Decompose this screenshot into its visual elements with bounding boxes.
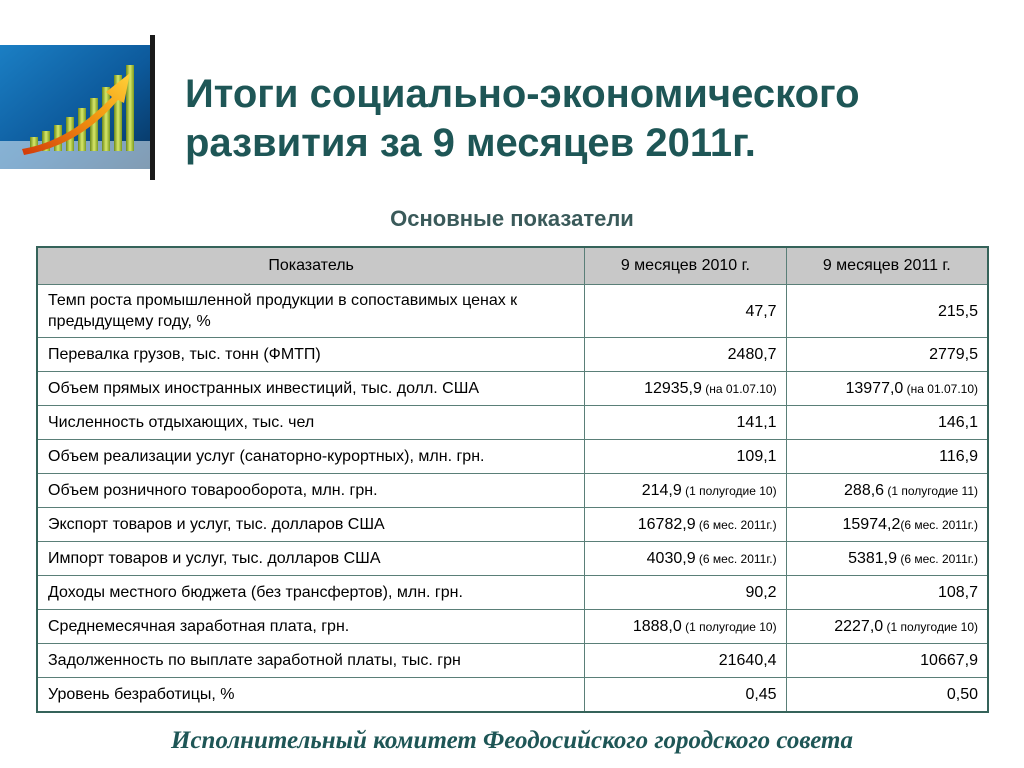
value-2011-note: (1 полугодие 11) — [884, 483, 978, 498]
value-2011: 108,7 — [937, 584, 978, 601]
value-2011-cell — [786, 338, 988, 372]
value-2010-cell — [585, 406, 786, 440]
value-2010-cell — [585, 678, 786, 713]
table-row — [37, 440, 988, 474]
indicator-label: Задолженность по выплате заработной платы, тыс. грн — [37, 644, 585, 678]
value-2010-cell — [585, 576, 786, 610]
value-2011: 5381,9 — [848, 549, 898, 567]
table-row — [37, 508, 988, 542]
value-2010: 109,1 — [736, 448, 777, 465]
value-2011-cell — [786, 440, 988, 474]
table-row — [37, 285, 988, 338]
rising-bars-icon — [0, 45, 150, 169]
indicator-label: Численность отдыхающих, тыс. чел — [37, 406, 585, 440]
value-2010-cell — [585, 285, 786, 338]
value-2010: 47,7 — [745, 302, 777, 320]
value-2010-cell — [585, 644, 786, 678]
indicator-label: Доходы местного бюджета (без трансфертов), млн. грн. — [37, 576, 585, 610]
value-2011-note: (на 01.07.10) — [903, 381, 978, 396]
indicator-label: Импорт товаров и услуг, тыс. долларов США — [37, 542, 585, 576]
value-2011-cell — [786, 285, 988, 338]
table-row — [37, 542, 988, 576]
value-2010: 141,1 — [736, 414, 777, 431]
value-2011-note: (6 мес. 2011г.) — [897, 551, 978, 566]
value-2010: 90,2 — [745, 584, 777, 601]
value-2010-note: (6 мес. 2011г.) — [695, 517, 777, 532]
value-2010: 214,9 — [641, 481, 682, 499]
value-2010: 2480,7 — [727, 346, 777, 363]
value-2011-cell — [786, 610, 988, 644]
table-header-row — [37, 247, 988, 285]
value-2011-cell — [786, 644, 988, 678]
table-row — [37, 644, 988, 678]
value-2010: 16782,9 — [637, 515, 696, 533]
value-2010: 21640,4 — [718, 652, 777, 669]
growth-chart-logo — [0, 45, 150, 169]
value-2011: 2227,0 — [834, 617, 884, 635]
value-2011-note: (6 мес. 2011г.) — [900, 517, 978, 532]
value-2010-note: (1 полугодие 10) — [681, 619, 777, 634]
value-2011: 116,9 — [939, 448, 978, 465]
value-2011: 13977,0 — [845, 379, 904, 397]
value-2011-cell — [786, 372, 988, 406]
page-title-line2: развития за 9 месяцев 2011г. — [185, 121, 756, 165]
indicator-label: Перевалка грузов, тыс. тонн (ФМТП) — [37, 338, 585, 372]
value-2011: 215,5 — [937, 302, 978, 320]
value-2010-cell — [585, 440, 786, 474]
footer-organization: Исполнительный комитет Феодосийского городского совета — [171, 727, 853, 754]
table-body — [37, 285, 988, 713]
value-2011-note: (1 полугодие 10) — [883, 619, 978, 634]
value-2011: 15974,2 — [842, 515, 901, 533]
table-row — [37, 576, 988, 610]
value-2011: 146,1 — [937, 414, 978, 431]
value-2011-cell — [786, 542, 988, 576]
value-2010: 0,45 — [745, 686, 777, 703]
indicator-label: Уровень безработицы, % — [37, 678, 585, 713]
value-2011-cell — [786, 576, 988, 610]
header-2011: 9 месяцев 2011 г. — [786, 247, 988, 285]
table-row — [37, 406, 988, 440]
value-2010-note: (6 мес. 2011г.) — [695, 551, 777, 566]
indicator-label: Объем прямых иностранных инвестиций, тыс. долл. США — [37, 372, 585, 406]
value-2011-cell — [786, 406, 988, 440]
value-2010-cell — [585, 338, 786, 372]
value-2011-cell — [786, 678, 988, 713]
value-2010: 4030,9 — [646, 549, 696, 567]
header-2010: 9 месяцев 2010 г. — [585, 247, 786, 285]
indicator-label: Среднемесячная заработная плата, грн. — [37, 610, 585, 644]
page-title-line1: Итоги социально-экономического — [185, 72, 860, 116]
value-2010-cell — [585, 474, 786, 508]
value-2011: 10667,9 — [920, 652, 978, 669]
value-2011-cell — [786, 474, 988, 508]
value-2010-note: (1 полугодие 10) — [681, 483, 777, 498]
value-2010: 1888,0 — [632, 617, 682, 635]
indicators-table — [36, 246, 989, 713]
value-2010-note: (на 01.07.10) — [701, 381, 777, 396]
value-2011: 288,6 — [844, 481, 885, 499]
indicator-label: Экспорт товаров и услуг, тыс. долларов США — [37, 508, 585, 542]
page-title — [185, 70, 1005, 168]
table-row — [37, 372, 988, 406]
value-2010-cell — [585, 542, 786, 576]
value-2010-cell — [585, 508, 786, 542]
table-row — [37, 474, 988, 508]
value-2010-cell — [585, 372, 786, 406]
value-2011: 0,50 — [946, 686, 978, 703]
indicator-label: Объем розничного товарооборота, млн. грн. — [37, 474, 585, 508]
header-indicator: Показатель — [37, 247, 585, 285]
value-2011: 2779,5 — [929, 346, 978, 363]
value-2011-cell — [786, 508, 988, 542]
table-row — [37, 338, 988, 372]
table-row — [37, 610, 988, 644]
table-row — [37, 678, 988, 713]
value-2010: 12935,9 — [644, 379, 702, 397]
indicator-label: Темп роста промышленной продукции в сопоставимых ценах к предыдущему году, % — [37, 285, 585, 338]
title-divider — [150, 35, 155, 180]
indicator-label: Объем реализации услуг (санаторно-курортных), млн. грн. — [37, 440, 585, 474]
table-subtitle: Основные показатели — [390, 206, 634, 231]
value-2010-cell — [585, 610, 786, 644]
